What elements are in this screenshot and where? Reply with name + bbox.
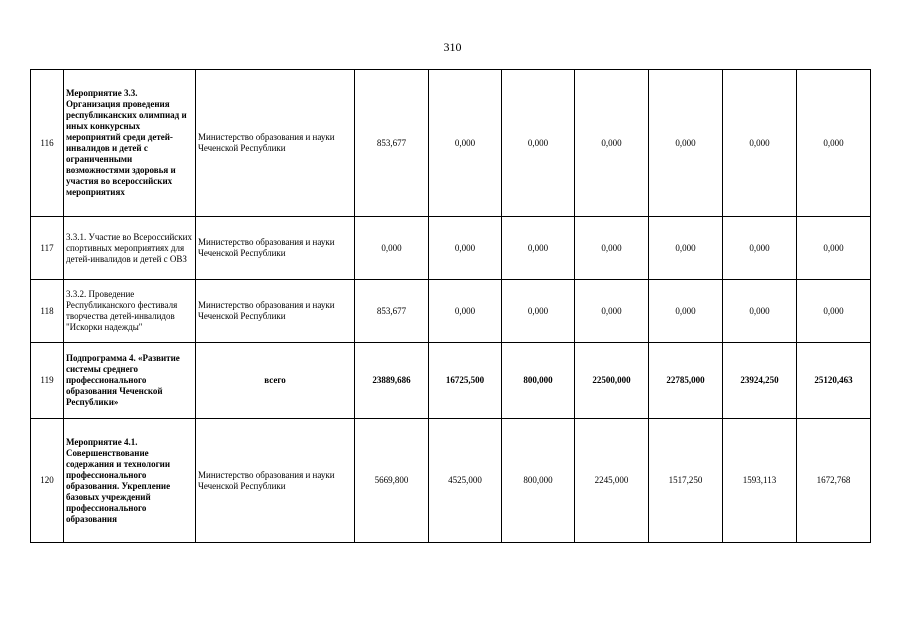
value-cell: 0,000 bbox=[575, 217, 649, 280]
value-cell: 22500,000 bbox=[575, 343, 649, 419]
row-number: 120 bbox=[31, 419, 64, 543]
value-cell: 0,000 bbox=[502, 217, 575, 280]
value-cell: 25120,463 bbox=[797, 343, 871, 419]
value-cell: 16725,500 bbox=[429, 343, 502, 419]
value-cell: 0,000 bbox=[575, 280, 649, 343]
value-cell: 5669,800 bbox=[355, 419, 429, 543]
value-cell: 853,677 bbox=[355, 70, 429, 217]
value-cell: 0,000 bbox=[429, 70, 502, 217]
table-row bbox=[31, 217, 871, 280]
value-cell: 0,000 bbox=[723, 70, 797, 217]
budget-table bbox=[30, 69, 871, 543]
value-cell: 23889,686 bbox=[355, 343, 429, 419]
value-cell: 0,000 bbox=[502, 70, 575, 217]
value-cell: 2245,000 bbox=[575, 419, 649, 543]
value-cell: 853,677 bbox=[355, 280, 429, 343]
value-cell: 22785,000 bbox=[649, 343, 723, 419]
value-cell: 0,000 bbox=[797, 70, 871, 217]
value-cell: 0,000 bbox=[723, 280, 797, 343]
value-cell: 1593,113 bbox=[723, 419, 797, 543]
executor-cell: всего bbox=[196, 343, 355, 419]
executor-cell: Министерство образования и науки Чеченской Республики bbox=[196, 70, 355, 217]
value-cell: 0,000 bbox=[723, 217, 797, 280]
row-number: 119 bbox=[31, 343, 64, 419]
value-cell: 800,000 bbox=[502, 419, 575, 543]
value-cell: 1517,250 bbox=[649, 419, 723, 543]
executor-cell: Министерство образования и науки Чеченской Республики bbox=[196, 217, 355, 280]
value-cell: 4525,000 bbox=[429, 419, 502, 543]
value-cell: 0,000 bbox=[355, 217, 429, 280]
executor-cell: Министерство образования и науки Чеченской Республики bbox=[196, 419, 355, 543]
row-number: 117 bbox=[31, 217, 64, 280]
activity-name: 3.3.1. Участие во Всероссийских спортивных мероприятиях для детей-инвалидов и детей с ОВЗ bbox=[64, 217, 196, 280]
value-cell: 0,000 bbox=[502, 280, 575, 343]
table-row bbox=[31, 419, 871, 543]
value-cell: 0,000 bbox=[429, 280, 502, 343]
value-cell: 0,000 bbox=[649, 217, 723, 280]
value-cell: 0,000 bbox=[797, 280, 871, 343]
value-cell: 1672,768 bbox=[797, 419, 871, 543]
value-cell: 0,000 bbox=[575, 70, 649, 217]
table-row bbox=[31, 70, 871, 217]
value-cell: 0,000 bbox=[649, 70, 723, 217]
page-number: 310 bbox=[443, 40, 462, 54]
value-cell: 800,000 bbox=[502, 343, 575, 419]
table-row bbox=[31, 343, 871, 419]
value-cell: 23924,250 bbox=[723, 343, 797, 419]
executor-cell: Министерство образования и науки Чеченской Республики bbox=[196, 280, 355, 343]
activity-name: Подпрограмма 4. «Развитие системы среднего профессионального образования Чеченской Республики» bbox=[64, 343, 196, 419]
value-cell: 0,000 bbox=[649, 280, 723, 343]
row-number: 116 bbox=[31, 70, 64, 217]
value-cell: 0,000 bbox=[797, 217, 871, 280]
value-cell: 0,000 bbox=[429, 217, 502, 280]
row-number: 118 bbox=[31, 280, 64, 343]
table-row bbox=[31, 280, 871, 343]
activity-name: 3.3.2. Проведение Республиканского фестиваля творчества детей-инвалидов "Искорки надежды" bbox=[64, 280, 196, 343]
activity-name: Мероприятие 3.3. Организация проведения республиканских олимпиад и иных конкурсных мероприятий среди детей-инвалидов и детей с ограниченными возможностями здоровья и участия во всероссийских мероприятиях bbox=[64, 70, 196, 217]
activity-name: Мероприятие 4.1. Совершенствование содержания и технологии профессионального образования. Укрепление базовых учреждений профессионального образования bbox=[64, 419, 196, 543]
